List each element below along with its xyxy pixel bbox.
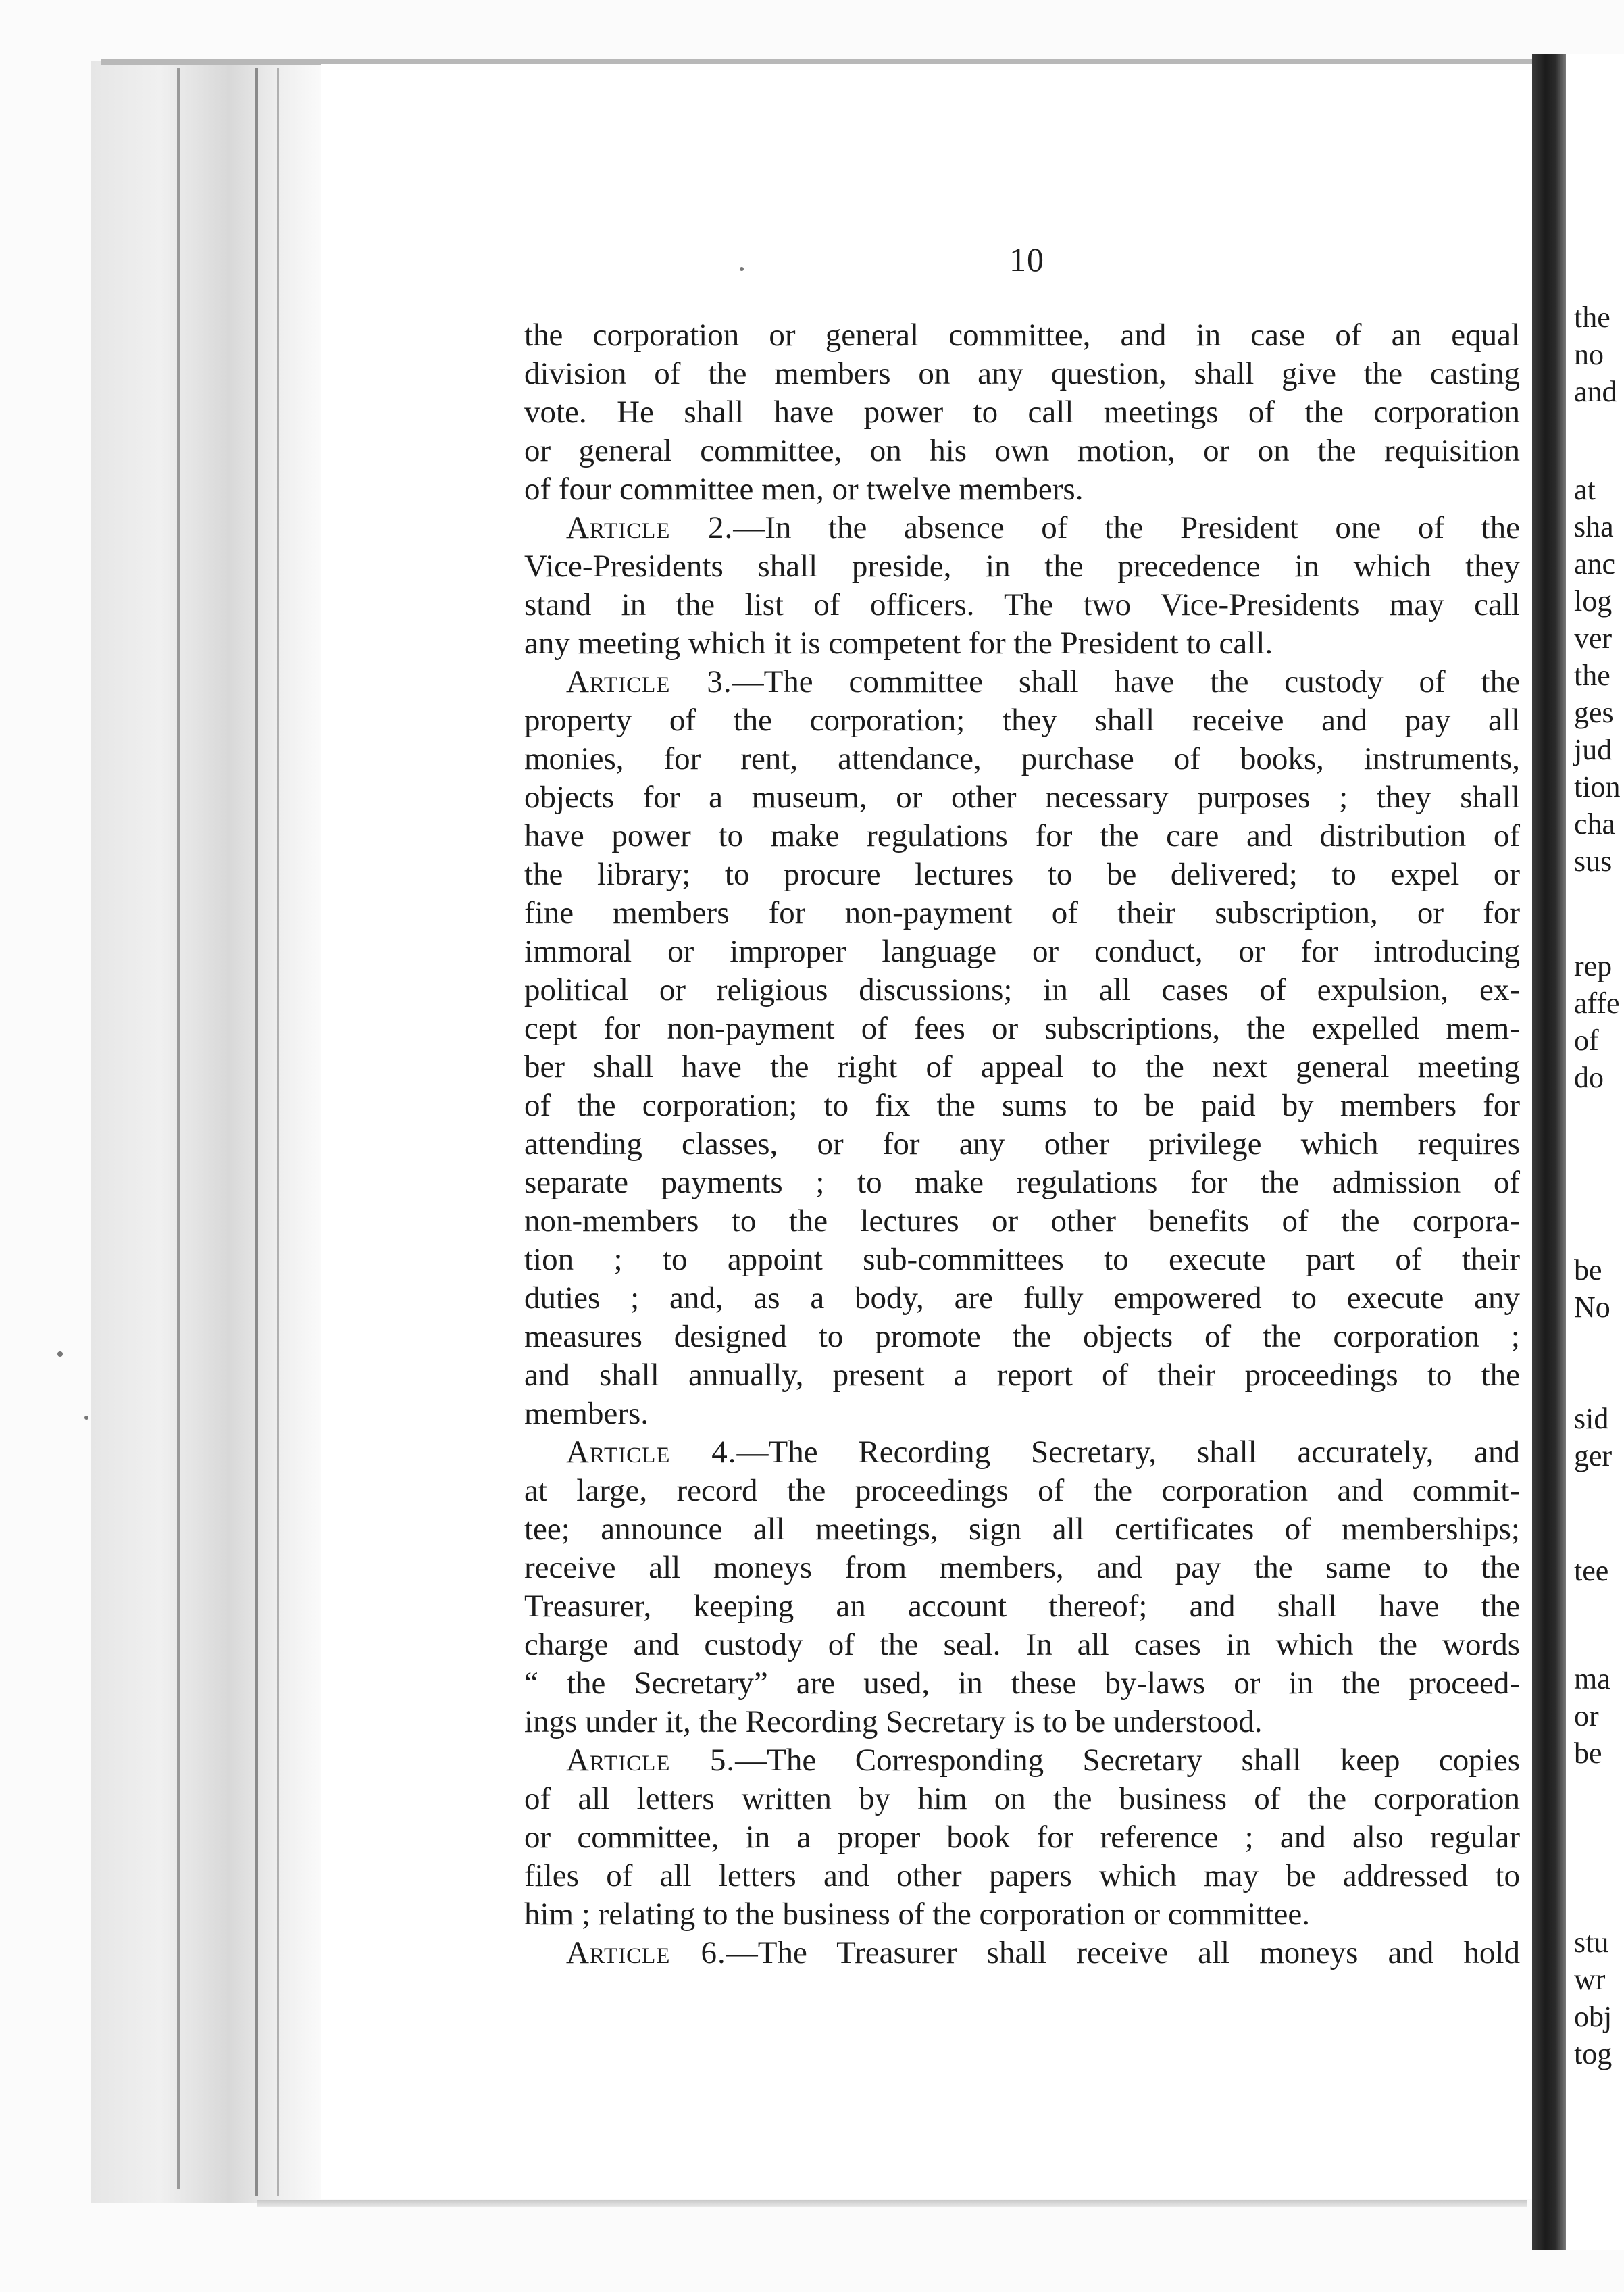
text-line: —The Recording Secretary, shall accurately, and xyxy=(736,1435,1520,1470)
facing-page-fragment: do xyxy=(1574,1061,1604,1094)
facing-page-fragment: jud xyxy=(1574,733,1613,766)
facing-page-fragment: no xyxy=(1574,338,1604,371)
text-line: of the corporation; to fix the sums to be paid by members for xyxy=(524,1088,1520,1123)
facing-page-fragment: and xyxy=(1574,375,1617,408)
text-line: vote. He shall have power to call meetings of the corporation xyxy=(524,395,1520,430)
facing-page-fragment: cha xyxy=(1574,807,1616,841)
text-line: or committee, in a proper book for reference ; and also regular xyxy=(524,1820,1520,1855)
facing-page xyxy=(1566,54,1624,2250)
article-2-label: Article 2. xyxy=(566,510,734,545)
text-line: stand in the list of officers. The two Vice-Presidents may call xyxy=(524,587,1520,622)
text-line: immoral or improper language or conduct, or for introducing xyxy=(524,934,1520,969)
facing-page-fragment: ver xyxy=(1574,622,1613,655)
facing-page-fragment: No xyxy=(1574,1291,1610,1324)
book-gutter xyxy=(1532,54,1566,2250)
facing-page-fragment: be xyxy=(1574,1253,1602,1287)
text-line: ber shall have the right of appeal to the next general meeting xyxy=(524,1049,1520,1085)
page-number: 10 xyxy=(1009,241,1044,278)
ink-speck xyxy=(57,1351,63,1357)
binding-line xyxy=(255,68,258,2196)
article-5-first-line xyxy=(524,1741,1520,1780)
body-text xyxy=(524,316,1520,1972)
article-4-first-line xyxy=(524,1433,1520,1472)
facing-page-fragment: tee xyxy=(1574,1554,1609,1587)
facing-page-fragment: be xyxy=(1574,1737,1602,1770)
text-line: cept for non-payment of fees or subscriptions, the expelled mem- xyxy=(524,1011,1520,1046)
text-line: at large, record the proceedings of the corporation and commit- xyxy=(524,1473,1520,1508)
text-line: tee; announce all meetings, sign all certificates of memberships; xyxy=(524,1512,1520,1547)
text-line: files of all letters and other papers which may be addressed to xyxy=(524,1858,1520,1893)
article-6-first-line xyxy=(524,1934,1520,1972)
facing-page-fragment: at xyxy=(1574,473,1596,506)
facing-page-fragment: affe xyxy=(1574,987,1620,1020)
text-line: non-members to the lectures or other benefits of the corpora- xyxy=(524,1203,1520,1239)
facing-page-fragment: sus xyxy=(1574,845,1613,878)
text-line: charge and custody of the seal. In all cases in which the words xyxy=(524,1627,1520,1662)
text-line: —The Treasurer shall receive all moneys and hold xyxy=(726,1935,1520,1970)
text-line: measures designed to promote the objects of the corporation ; xyxy=(524,1319,1520,1354)
text-line: attending classes, or for any other privilege which requires xyxy=(524,1126,1520,1162)
text-line: of all letters written by him on the business of the corporation xyxy=(524,1781,1520,1816)
text-line: tion ; to appoint sub-committees to execute part of their xyxy=(524,1242,1520,1277)
text-line: and shall annually, present a report of their proceedings to the xyxy=(524,1357,1520,1393)
facing-page-fragment: tog xyxy=(1574,2037,1613,2070)
facing-page-fragment: ger xyxy=(1574,1439,1613,1472)
facing-page-fragment: of xyxy=(1574,1024,1599,1057)
article-5-label: Article 5. xyxy=(566,1743,736,1778)
facing-page-fragment: rep xyxy=(1574,949,1613,982)
binding-line xyxy=(177,68,180,2189)
text-line: political or religious discussions; in all cases of expulsion, ex- xyxy=(524,972,1520,1007)
text-line: Treasurer, keeping an account thereof; and shall have the xyxy=(524,1589,1520,1624)
text-line: him ; relating to the business of the corporation or committee. xyxy=(524,1897,1310,1932)
facing-page-fragment: obj xyxy=(1574,2000,1613,2033)
text-line: —The Corresponding Secretary shall keep copies xyxy=(735,1743,1520,1778)
facing-page-fragment: stu xyxy=(1574,1926,1609,1959)
text-line: division of the members on any question, shall give the casting xyxy=(524,356,1520,391)
facing-page-fragment: log xyxy=(1574,584,1613,618)
article-3-first-line xyxy=(524,663,1520,701)
facing-page-fragment: anc xyxy=(1574,547,1616,580)
article-2-first-line xyxy=(524,509,1520,547)
text-line: monies, for rent, attendance, purchase of books, instruments, xyxy=(524,741,1520,776)
text-line: have power to make regulations for the care and distribution of xyxy=(524,818,1520,853)
text-line: —In the absence of the President one of the xyxy=(733,510,1520,545)
text-line: —The committee shall have the custody of the xyxy=(732,664,1520,699)
article-6-label: Article 6. xyxy=(566,1935,726,1970)
facing-page-fragment: sid xyxy=(1574,1402,1609,1435)
text-line: “ the Secretary” are used, in these by-laws or in the proceed- xyxy=(524,1666,1520,1701)
facing-page-fragment: the xyxy=(1574,301,1610,334)
binding-line xyxy=(277,68,279,2196)
text-line: objects for a museum, or other necessary purposes ; they shall xyxy=(524,780,1520,815)
article-4-label: Article 4. xyxy=(566,1435,737,1470)
ink-speck xyxy=(84,1416,88,1420)
ink-speck xyxy=(740,267,744,271)
text-line: ings under it, the Recording Secretary is to be understood. xyxy=(524,1704,1263,1739)
text-line: Vice-Presidents shall preside, in the precedence in which they xyxy=(524,549,1520,584)
facing-page-fragment: or xyxy=(1574,1699,1599,1733)
text-line: any meeting which it is competent for the President to call. xyxy=(524,626,1273,661)
text-line: fine members for non-payment of their subscription, or for xyxy=(524,895,1520,930)
article-3-label: Article 3. xyxy=(566,664,732,699)
facing-page-fragment: wr xyxy=(1574,1963,1606,1996)
book-binding-edge xyxy=(91,61,321,2203)
facing-page-fragment: tion xyxy=(1574,770,1621,803)
page-bottom-edge xyxy=(257,2200,1527,2207)
text-line: property of the corporation; they shall receive and pay all xyxy=(524,703,1520,738)
text-line: of four committee men, or twelve members. xyxy=(524,472,1084,507)
text-line: members. xyxy=(524,1396,649,1431)
facing-page-fragment: ma xyxy=(1574,1662,1610,1695)
text-line: or general committee, on his own motion, or on the requisition xyxy=(524,433,1520,468)
text-line: the corporation or general committee, and in case of an equal xyxy=(524,318,1520,353)
facing-page-fragment: sha xyxy=(1574,510,1614,543)
text-line: separate payments ; to make regulations for the admission of xyxy=(524,1165,1520,1200)
facing-page-fragment: the xyxy=(1574,659,1610,692)
text-line: the library; to procure lectures to be delivered; to expel or xyxy=(524,857,1520,892)
text-line: receive all moneys from members, and pay the same to the xyxy=(524,1550,1520,1585)
facing-page-fragment: ges xyxy=(1574,696,1614,729)
text-line: duties ; and, as a body, are fully empowered to execute any xyxy=(524,1280,1520,1316)
